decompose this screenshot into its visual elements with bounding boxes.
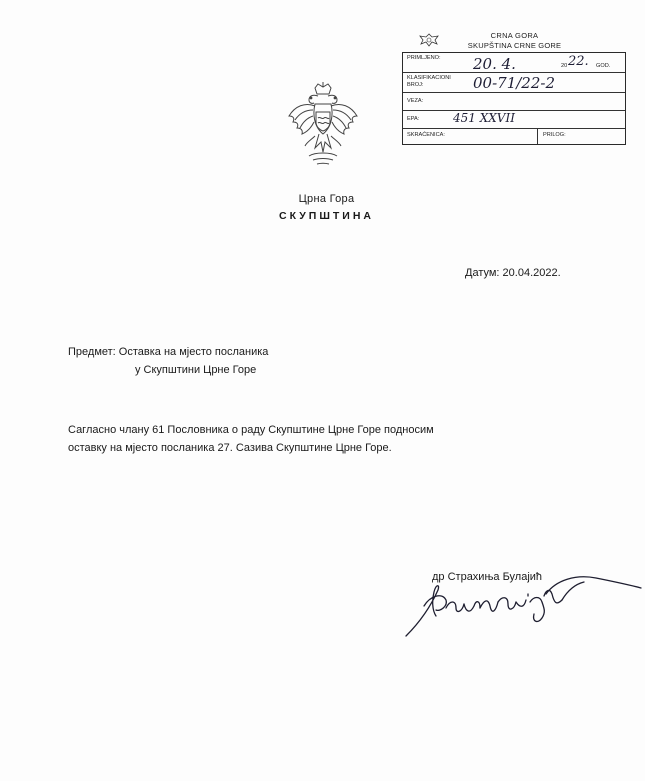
handwritten-signature [396, 566, 645, 646]
year-value: 22. [568, 54, 589, 69]
year-suffix: GOD. [596, 63, 611, 69]
body-line-2: оставку на мјесто посланика 27. Сазива Скупштине Црне Горе. [68, 442, 392, 454]
stamp-row-epa [403, 111, 625, 129]
stamp-row-classification [403, 73, 625, 93]
attachment-label: PRILOG: [543, 132, 566, 138]
classification-value: 00-71/22-2 [473, 74, 555, 92]
country-name: Црна Гора [298, 193, 355, 205]
epa-label: EPA: [407, 116, 420, 122]
body-line-1: Сагласно члану 61 Пословника о раду Скупштине Црне Горе подносим [68, 424, 434, 436]
registry-stamp [402, 30, 627, 146]
classification-label-1: KLASIFIKACIONI [407, 75, 451, 81]
stamp-country: CRNA GORA [490, 31, 539, 40]
stamp-box [402, 52, 626, 145]
assembly-name: СКУПШТИНА [278, 210, 374, 222]
stamp-row-received [403, 53, 625, 73]
signer-name: др Страхиња Булајић [432, 571, 543, 583]
received-value: 20. 4. [473, 55, 516, 73]
classification-label-2: BROJ: [407, 82, 424, 88]
stamp-row-abbrev [403, 129, 625, 144]
abbrev-label: SKRAĆENICA: [407, 132, 445, 138]
year-prefix: 20 [561, 63, 568, 69]
stamp-institution: SKUPŠTINA CRNE GORE [467, 41, 562, 50]
link-label: VEZA: [407, 98, 424, 104]
stamp-divider [537, 129, 538, 144]
stamp-row-link [403, 93, 625, 111]
document-date: Датум: 20.04.2022. [465, 267, 561, 279]
body-paragraph [68, 421, 578, 457]
epa-value: 451 XXVII [453, 111, 515, 125]
subject-line-1: Предмет: Оставка на мјесто посланика [68, 346, 269, 358]
subject-line-2: у Скупштини Црне Горе [135, 364, 257, 376]
coat-of-arms-icon [285, 82, 361, 168]
received-label: PRIMLJENO: [407, 55, 441, 61]
